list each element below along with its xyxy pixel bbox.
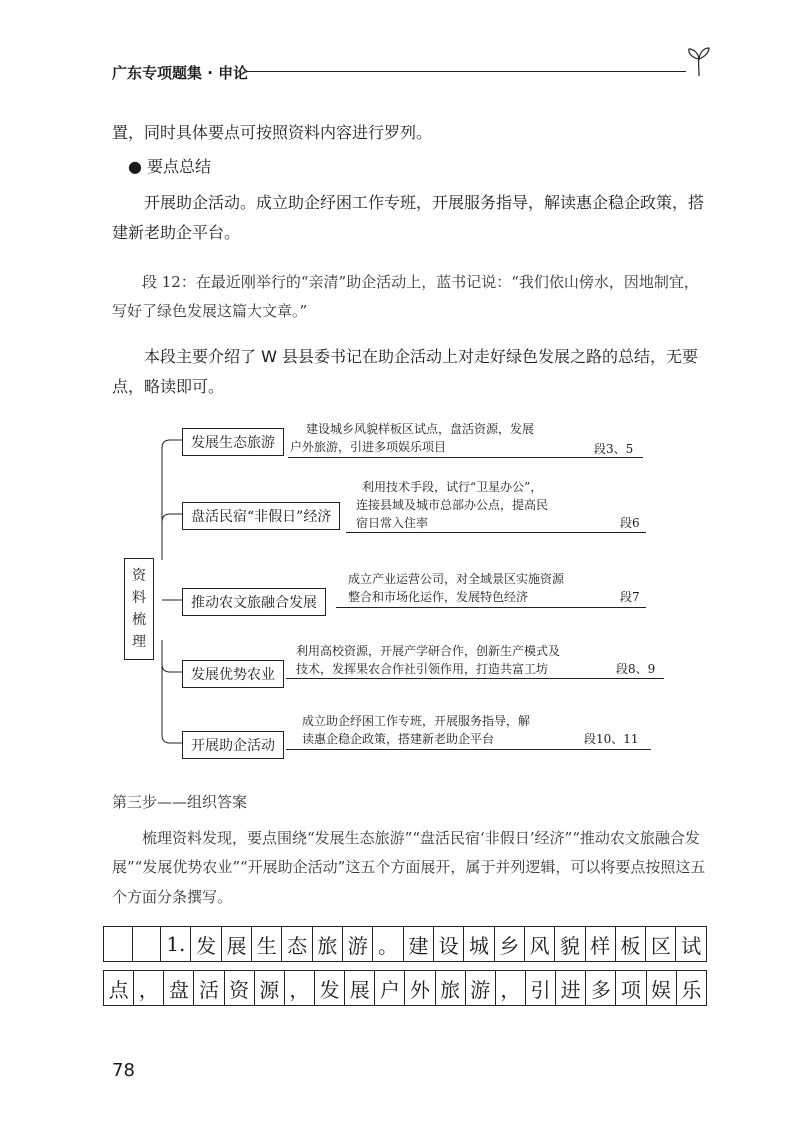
header-title: 广东专项题集 · 申论 bbox=[112, 64, 249, 82]
quote-paragraph: 段 12：在最近刚举行的“亲清”助企活动上，蓝书记说：“我们依山傍水，因地制宜，写好了绿色发展这篇大文章。” bbox=[112, 273, 699, 320]
paragraph-continuation: 置，同时具体要点可按照资料内容进行罗列。 bbox=[112, 123, 433, 142]
branch-homestay-underline bbox=[346, 532, 646, 533]
grid-cell: 外 bbox=[405, 971, 435, 1006]
grid-cell bbox=[132, 927, 161, 962]
branch-agriculture: 发展优势农业 bbox=[182, 660, 284, 688]
branch-homestay-detail3: 宿日常入住率 bbox=[356, 516, 429, 530]
summary-text: 开展助企活动。成立助企纾困工作专班，开展服务指导，解读惠企稳企政策，搭建新老助企平台。 bbox=[112, 193, 705, 243]
branch-agritourism-detail2: 整合和市场化运作，发展特色经济 bbox=[348, 590, 529, 604]
branch-enterprise-ref: 段10、11 bbox=[584, 732, 639, 746]
grid-cell: 展 bbox=[221, 927, 251, 962]
header-rule bbox=[246, 71, 686, 72]
grid-cell: 娱 bbox=[646, 971, 676, 1006]
grid-cell: 项 bbox=[616, 971, 646, 1006]
branch-agriculture-underline bbox=[286, 678, 664, 679]
grid-cell: 城 bbox=[464, 927, 494, 962]
grid-cell: 板 bbox=[615, 927, 645, 962]
grid-cell: 进 bbox=[556, 971, 586, 1006]
grid-cell: 生 bbox=[252, 927, 282, 962]
bullet-heading: ● 要点总结 bbox=[128, 157, 212, 176]
grid-cell: 发 bbox=[314, 971, 344, 1006]
branch-homestay-detail2: 连接县域及城市总部办公点，提高民 bbox=[356, 498, 549, 512]
grid-cell: 旅 bbox=[435, 971, 465, 1006]
grid-cell: 发 bbox=[191, 927, 221, 962]
branch-agritourism-underline bbox=[336, 607, 646, 608]
grid-cell: ， bbox=[134, 971, 164, 1006]
step3-heading: 第三步——组织答案 bbox=[112, 793, 248, 811]
grid-cell: 样 bbox=[585, 927, 615, 962]
branch-ecotourism: 发展生态旅游 bbox=[182, 428, 284, 456]
grid-cell: 貌 bbox=[555, 927, 585, 962]
grid-cell: 盘 bbox=[164, 971, 194, 1006]
grid-cell: 1. bbox=[161, 927, 191, 962]
branch-homestay-detail1: 利用技术手段，试行“卫星办公”， bbox=[362, 480, 543, 494]
grid-cell: 源 bbox=[254, 971, 284, 1006]
branch-agriculture-detail1: 利用高校资源，开展产学研合作，创新生产模式及 bbox=[296, 644, 561, 658]
branch-enterprise: 开展助企活动 bbox=[182, 731, 284, 759]
grid-cell: 资 bbox=[224, 971, 254, 1006]
branch-agritourism-detail1: 成立产业运营公司，对全域景区实施资源 bbox=[348, 572, 565, 586]
branch-ecotourism-detail1: 建设城乡风貌样板区试点，盘活资源，发展 bbox=[306, 422, 535, 436]
grid-cell: 展 bbox=[345, 971, 375, 1006]
branch-homestay: 盘活民宿“非假日”经济 bbox=[182, 502, 340, 530]
grid-cell: 试 bbox=[676, 927, 707, 962]
answer-grid-row-2 bbox=[103, 970, 707, 1006]
grid-cell: 游 bbox=[343, 927, 373, 962]
branch-enterprise-detail1: 成立助企纾困工作专班，开展服务指导，解 bbox=[302, 714, 531, 728]
grid-cell: ， bbox=[495, 971, 525, 1006]
branch-agriculture-ref: 段8、9 bbox=[616, 662, 656, 676]
diagram-root: 资料梳理 bbox=[124, 558, 154, 660]
branch-homestay-ref: 段6 bbox=[620, 516, 640, 530]
branch-ecotourism-detail2: 户外旅游，引进多项娱乐项目 bbox=[290, 440, 447, 454]
grid-cell: 活 bbox=[194, 971, 224, 1006]
branch-agriculture-detail2: 技术，发挥果农合作社引领作用，打造共富工坊 bbox=[296, 662, 549, 676]
sprout-icon bbox=[684, 44, 714, 78]
grid-cell: 态 bbox=[282, 927, 312, 962]
branch-agritourism: 推动农文旅融合发展 bbox=[182, 588, 326, 616]
branch-agritourism-ref: 段7 bbox=[620, 590, 640, 604]
grid-cell: 。 bbox=[373, 927, 403, 962]
grid-cell: 建 bbox=[403, 927, 433, 962]
grid-cell: 设 bbox=[433, 927, 463, 962]
grid-cell: 区 bbox=[646, 927, 676, 962]
grid-cell: ， bbox=[284, 971, 314, 1006]
grid-cell: 旅 bbox=[312, 927, 342, 962]
grid-cell: 风 bbox=[524, 927, 554, 962]
grid-cell: 乐 bbox=[676, 971, 706, 1006]
page-number: 78 bbox=[112, 1060, 135, 1081]
step3-text: 梳理资料发现，要点围绕“发展生态旅游”“盘活民宿‘非假日’经济”“推动农文旅融合发展”“发展优势农业”“开展助企活动”这五个方面展开，属于并列逻辑，可以将要点按照这五个方面分条撰写。 bbox=[112, 829, 706, 906]
branch-enterprise-underline bbox=[286, 749, 651, 750]
grid-cell: 乡 bbox=[494, 927, 524, 962]
material-diagram bbox=[100, 410, 720, 780]
grid-cell: 多 bbox=[586, 971, 616, 1006]
analysis-text: 本段主要介绍了 W 县县委书记在助企活动上对走好绿色发展之路的总结，无要点，略读即可。 bbox=[112, 347, 698, 397]
grid-cell: 引 bbox=[525, 971, 555, 1006]
grid-cell: 点 bbox=[104, 971, 134, 1006]
grid-cell: 游 bbox=[465, 971, 495, 1006]
branch-enterprise-detail2: 读惠企稳企政策，搭建新老助企平台 bbox=[302, 732, 495, 746]
grid-cell bbox=[104, 927, 133, 962]
grid-cell: 户 bbox=[375, 971, 405, 1006]
answer-grid-row-1 bbox=[103, 926, 707, 962]
branch-ecotourism-underline bbox=[288, 457, 643, 458]
branch-ecotourism-ref: 段3、5 bbox=[594, 442, 634, 456]
